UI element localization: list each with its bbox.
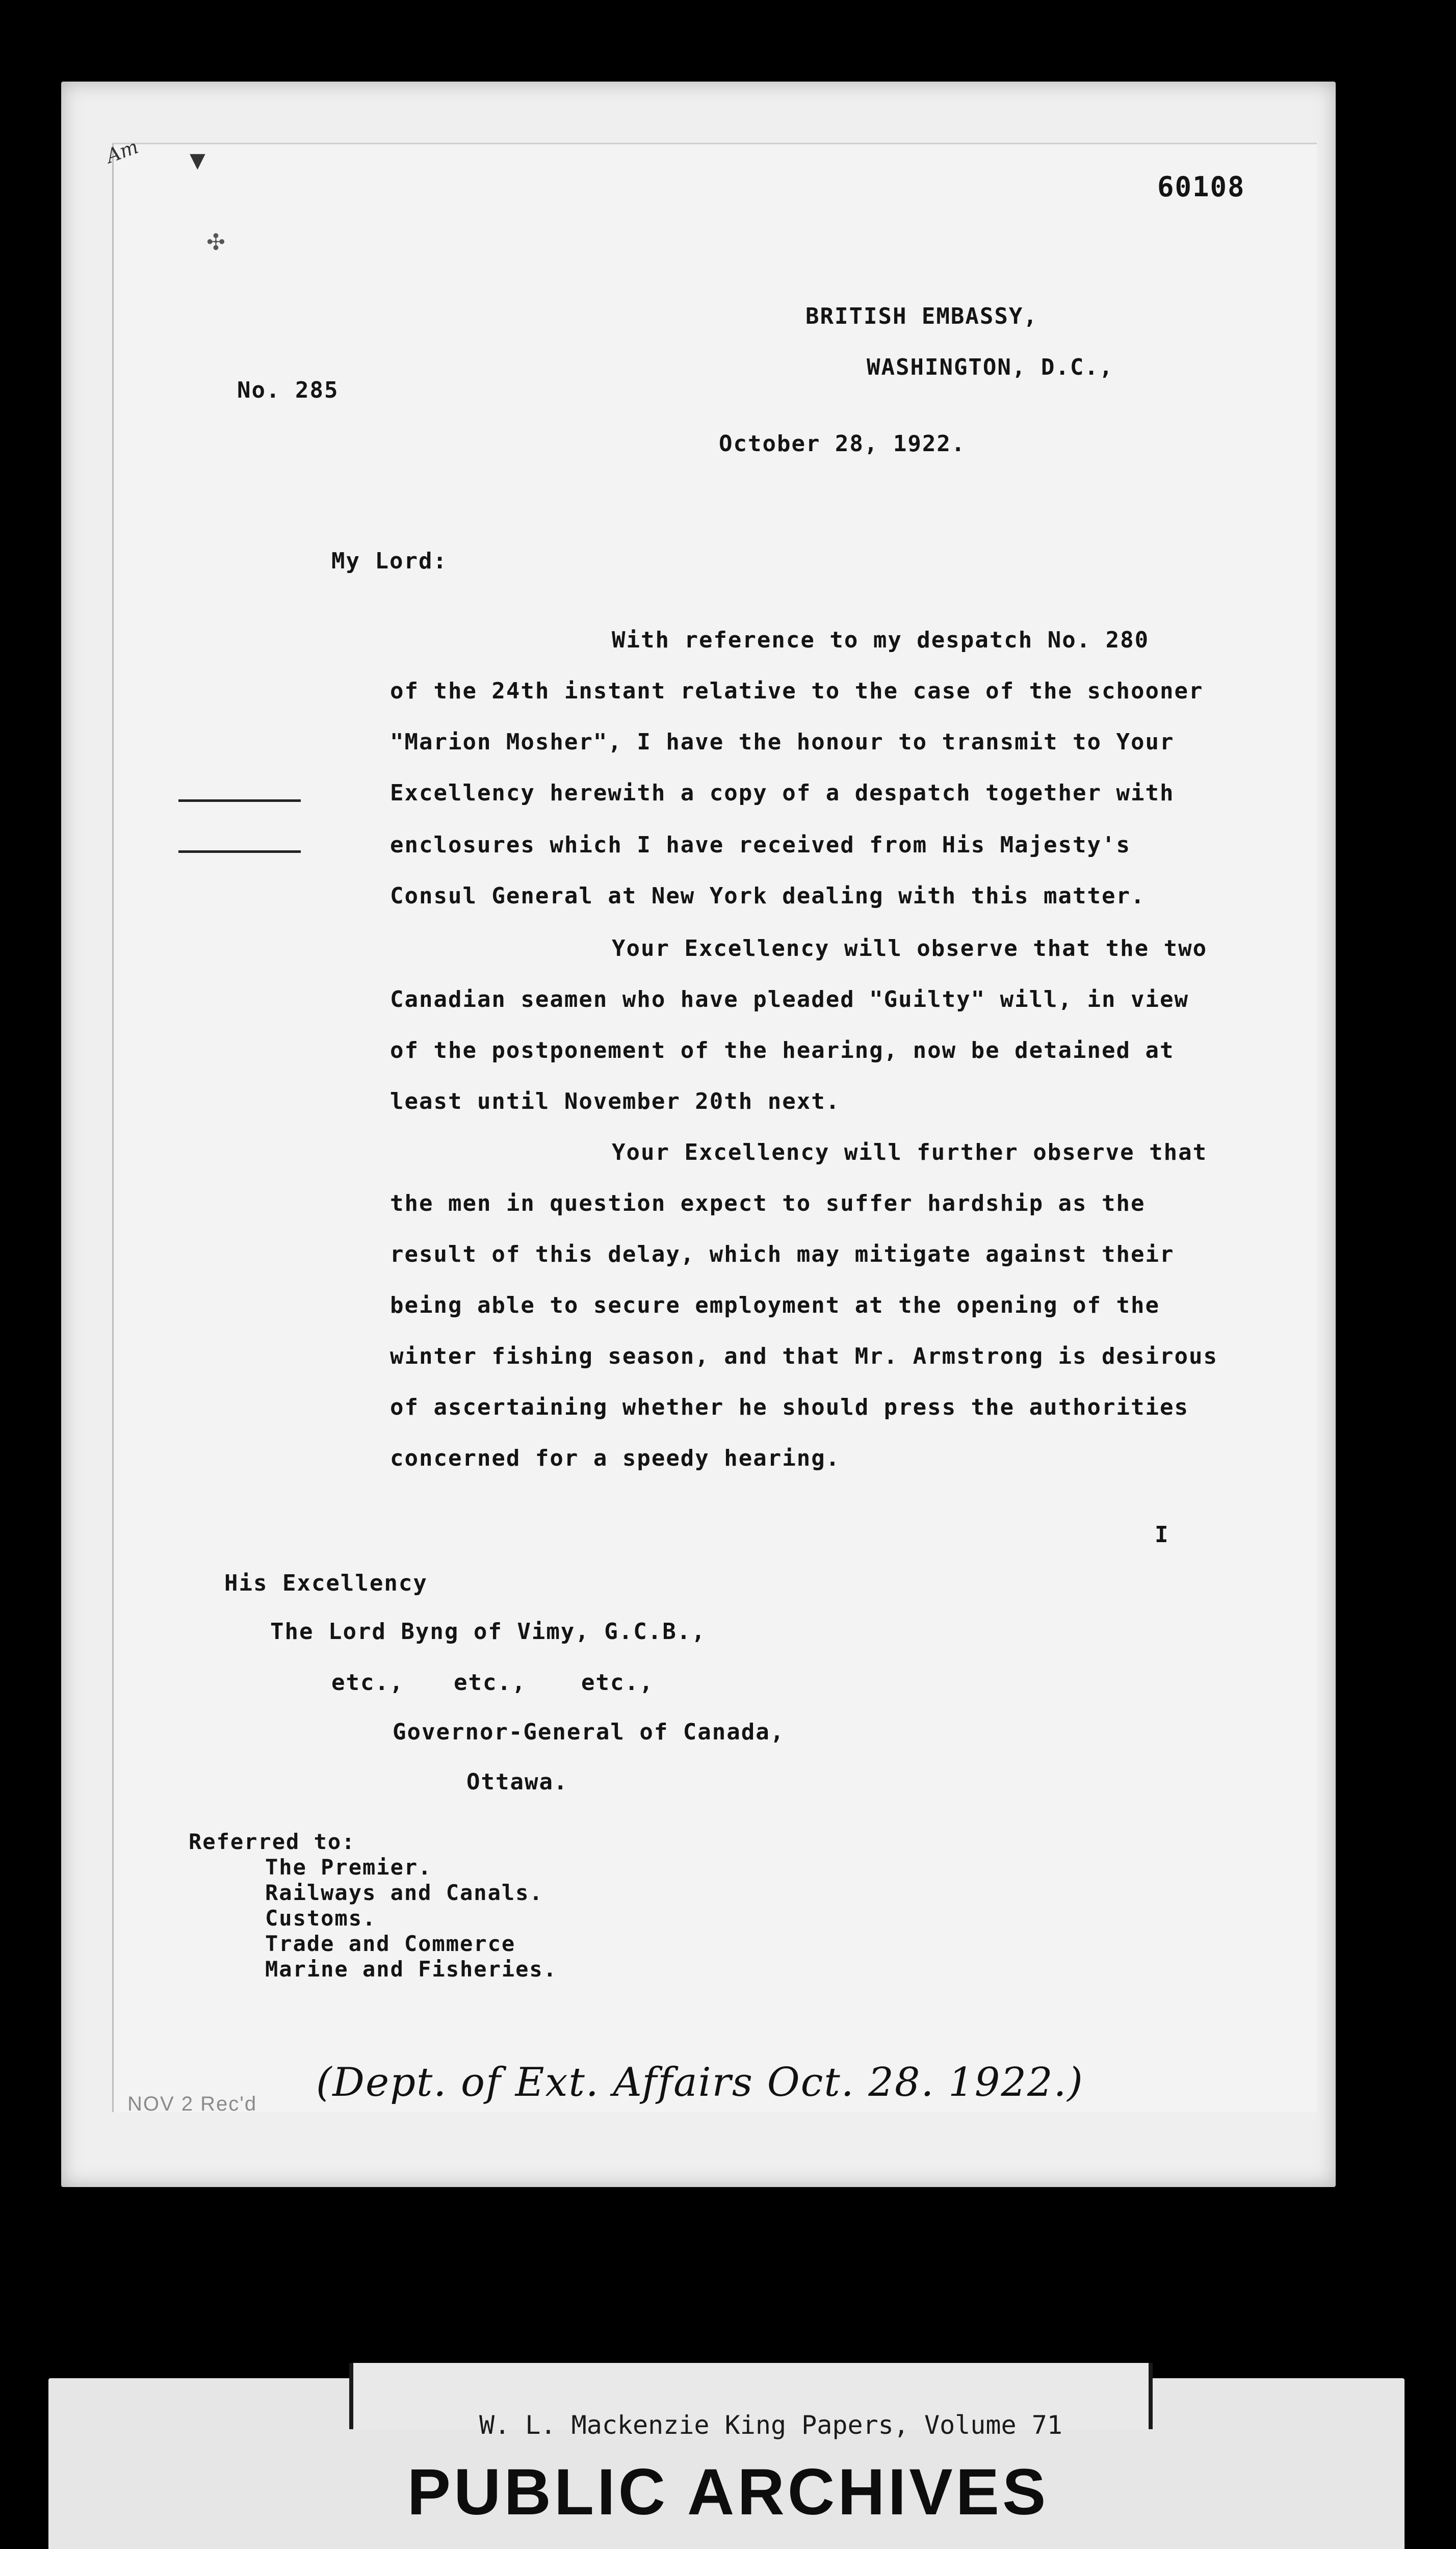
addressee-line: etc., xyxy=(331,1670,404,1696)
body-line: being able to secure employment at the opening of the xyxy=(390,1292,1160,1318)
referral-line: Railways and Canals. xyxy=(265,1880,543,1905)
addressee-line: Ottawa. xyxy=(466,1769,568,1795)
addressee-line: etc., xyxy=(581,1670,654,1696)
margin-rule-2 xyxy=(178,850,301,853)
body-line: "Marion Mosher", I have the honour to transmit to Your xyxy=(390,729,1175,755)
referral-line: Customs. xyxy=(265,1906,377,1931)
pin-hole-mark: ▼ xyxy=(190,149,205,172)
despatch-number: No. 285 xyxy=(237,377,339,403)
body-line: Your Excellency will further observe that xyxy=(612,1139,1208,1165)
letter-date: October 28, 1922. xyxy=(719,431,966,457)
corner-initials: Am xyxy=(103,135,142,168)
body-line: enclosures which I have received from His Majesty's xyxy=(390,832,1131,858)
body-line: the men in question expect to suffer hardship as the xyxy=(390,1190,1146,1216)
body-line: Your Excellency will observe that the two xyxy=(612,935,1208,961)
addressee-line: etc., xyxy=(454,1670,527,1696)
margin-rule-1 xyxy=(178,799,301,802)
salutation: My Lord: xyxy=(331,548,448,574)
addressee-line: The Lord Byng of Vimy, G.C.B., xyxy=(270,1619,706,1645)
addressee-line: Governor-General of Canada, xyxy=(393,1719,785,1745)
handwritten-note: (Dept. of Ext. Affairs Oct. 28. 1922.) xyxy=(316,2060,1084,2105)
file-number: 60108 xyxy=(1157,171,1245,203)
body-line: of ascertaining whether he should press the authorities xyxy=(390,1394,1189,1420)
addressee-line: His Excellency xyxy=(224,1570,428,1596)
referral-line: Marine and Fisheries. xyxy=(265,1957,558,1982)
body-line: Canadian seamen who have pleaded "Guilty" will, in view xyxy=(390,986,1189,1012)
body-line: Excellency herewith a copy of a despatch together with xyxy=(390,780,1175,806)
referral-line: Referred to: xyxy=(189,1829,356,1854)
letterhead-line-1: BRITISH EMBASSY, xyxy=(805,303,1038,329)
body-line: of the 24th instant relative to the case of the schooner xyxy=(390,678,1204,704)
body-line: Consul General at New York dealing with this matter. xyxy=(390,883,1146,909)
ink-blot-mark: ✣ xyxy=(206,229,225,255)
body-line: of the postponement of the hearing, now be detained at xyxy=(390,1037,1175,1063)
referral-line: The Premier. xyxy=(265,1855,432,1880)
body-line: least until November 20th next. xyxy=(390,1088,841,1114)
received-stamp: NOV 2 Rec'd xyxy=(127,2093,257,2115)
letter-sheet xyxy=(112,143,1317,2112)
body-line: With reference to my despatch No. 280 xyxy=(612,627,1150,653)
body-line: concerned for a speedy hearing. xyxy=(390,1445,841,1471)
page-marker: I xyxy=(1155,1522,1169,1548)
referral-line: Trade and Commerce xyxy=(265,1931,516,1956)
letterhead-line-2: WASHINGTON, D.C., xyxy=(867,354,1114,380)
archive-title-english: PUBLIC ARCHIVES xyxy=(407,2456,1049,2529)
body-line: result of this delay, which may mitigate against their xyxy=(390,1241,1175,1267)
collection-label: W. L. Mackenzie King Papers, Volume 71 xyxy=(479,2410,1062,2440)
body-line: winter fishing season, and that Mr. Armstrong is desirous xyxy=(390,1343,1218,1369)
